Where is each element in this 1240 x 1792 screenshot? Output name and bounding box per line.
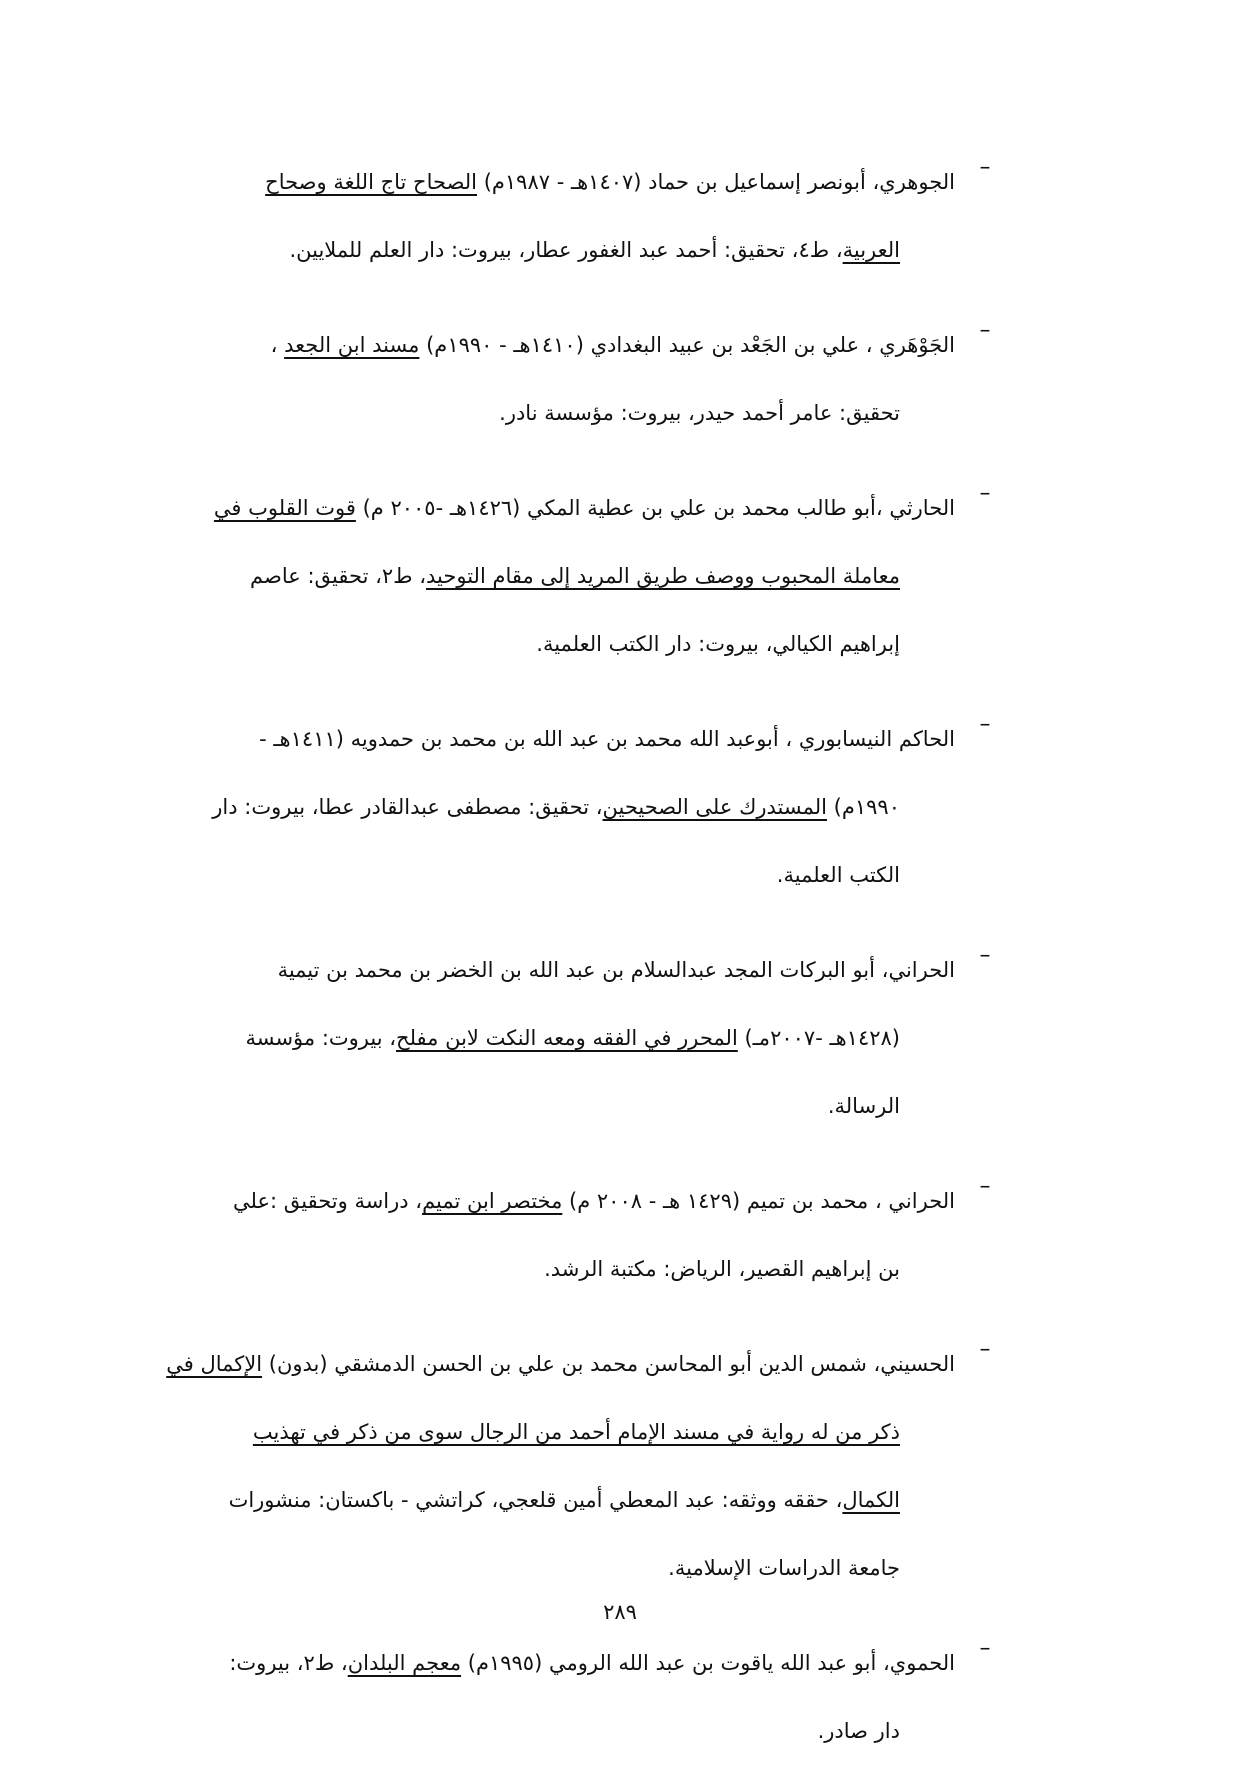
entry-text: جامعة الدراسات الإسلامية. — [668, 1556, 900, 1580]
bibliography-entry — [148, 705, 1000, 909]
entry-text: ١٩٩٠م) — [827, 795, 900, 819]
book-title: العربية — [842, 238, 900, 262]
bibliography-entry — [148, 311, 1000, 447]
entry-text: الحراني ، محمد بن تميم (١٤٢٩ هـ - ٢٠٠٨ م) — [562, 1189, 955, 1213]
bibliography-entry — [148, 1330, 1000, 1602]
entry-line-1 — [148, 936, 955, 1004]
entry-line-2 — [148, 542, 900, 610]
entry-body — [148, 936, 955, 1140]
entry-text: ، ط٢، تحقيق: عاصم — [250, 564, 427, 588]
entry-line-1 — [148, 474, 955, 542]
entry-line-1 — [148, 705, 955, 773]
bibliography-entry — [148, 936, 1000, 1140]
bibliography-entry — [148, 1167, 1000, 1303]
entry-dash: – — [979, 155, 991, 180]
entry-text: ، ط٢، بيروت: — [229, 1651, 348, 1675]
entry-text: الحراني، أبو البركات المجد عبدالسلام بن عبد الله بن الخضر بن محمد بن تيمية — [277, 958, 955, 982]
entry-line-2 — [148, 1235, 900, 1303]
entry-line-1 — [148, 148, 955, 216]
entry-line-2 — [148, 773, 900, 841]
entry-line-3 — [148, 1072, 900, 1140]
entry-line-1 — [148, 1330, 955, 1398]
entry-dash: – — [979, 1636, 991, 1661]
entry-body — [148, 705, 955, 909]
entry-text: (١٤٢٨هـ -٢٠٠٧مـ) — [737, 1026, 900, 1050]
bibliography-entry — [148, 474, 1000, 678]
entry-dash: – — [979, 1337, 991, 1362]
entry-line-2 — [148, 216, 900, 284]
entry-text: ، بيروت: مؤسسة — [245, 1026, 397, 1050]
entry-dash: – — [979, 481, 991, 506]
book-title: الإكمال في — [166, 1352, 263, 1376]
book-title: مسند ابن الجعد — [284, 333, 420, 357]
entry-text: بن إبراهيم القصير، الرياض: مكتبة الرشد. — [544, 1257, 900, 1281]
entry-dash: – — [979, 943, 991, 968]
entry-body — [148, 148, 955, 284]
entry-dash: – — [979, 712, 991, 737]
book-title: المستدرك على الصحيحين — [602, 795, 827, 819]
entry-text: ، تحقيق: مصطفى عبدالقادر عطا، بيروت: دار — [212, 795, 603, 819]
entry-text: الكتب العلمية. — [776, 863, 900, 887]
entry-text: الحموي، أبو عبد الله ياقوت بن عبد الله الرومي (١٩٩٥م) — [461, 1651, 955, 1675]
book-title: الصحاح تاج اللغة وصحاح — [265, 170, 478, 194]
entry-line-3 — [148, 610, 900, 678]
entry-text: الحسيني، شمس الدين أبو المحاسن محمد بن علي بن الحسن الدمشقي (بدون) — [262, 1352, 955, 1376]
book-title: الكمال — [842, 1488, 900, 1512]
entry-line-1 — [148, 1167, 955, 1235]
entry-text: الجوهري، أبونصر إسماعيل بن حماد (١٤٠٧هـ - ١٩٨٧م) — [477, 170, 955, 194]
entry-line-2 — [148, 379, 900, 447]
book-title: معاملة المحبوب ووصف طريق المريد إلى مقام التوحيد — [426, 564, 900, 588]
bibliography-entry — [148, 1629, 1000, 1765]
entry-line-3 — [148, 841, 900, 909]
entry-body — [148, 1629, 955, 1765]
entry-text: الحارثي ،أبو طالب محمد بن علي بن عطية المكي (١٤٢٦هـ -٢٠٠٥ م) — [355, 496, 955, 520]
entry-text: الجَوْهَري ، علي بن الجَعْد بن عبيد البغدادي (١٤١٠هـ - ١٩٩٠م) — [419, 333, 955, 357]
book-title: قوت القلوب في — [213, 496, 356, 520]
entry-text: الرسالة. — [827, 1094, 900, 1118]
book-title: معجم البلدان — [347, 1651, 462, 1675]
entry-line-2 — [148, 1398, 900, 1466]
entry-text: الحاكم النيسابوري ، أبوعبد الله محمد بن عبد الله بن محمد بن حمدويه (١٤١١هـ - — [259, 727, 955, 751]
page-number: ٢٨٩ — [603, 1600, 637, 1624]
entry-text: ، ط٤، تحقيق: أحمد عبد الغفور عطار، بيروت: دار العلم للملايين. — [289, 238, 843, 262]
bibliography-entry — [148, 148, 1000, 284]
entry-line-2 — [148, 1697, 900, 1765]
entry-line-2 — [148, 1004, 900, 1072]
entry-text: إبراهيم الكيالي، بيروت: دار الكتب العلمية. — [536, 632, 900, 656]
entry-dash: – — [979, 1174, 991, 1199]
bibliography-list — [148, 148, 1000, 1792]
book-title: مختصر ابن تميم — [422, 1189, 563, 1213]
entry-line-1 — [148, 1629, 955, 1697]
book-title: ذكر من له رواية في مسند الإمام أحمد من الرجال سوى من ذكر في تهذيب — [252, 1420, 900, 1444]
entry-body — [148, 474, 955, 678]
entry-text: ، حققه ووثقه: عبد المعطي أمين قلعجي، كراتشي - باكستان: منشورات — [228, 1488, 843, 1512]
entry-line-4 — [148, 1534, 900, 1602]
book-title: المحرر في الفقه ومعه النكت لابن مفلح — [396, 1026, 738, 1050]
entry-text: ، دراسة وتحقيق :علي — [233, 1189, 423, 1213]
entry-body — [148, 1330, 955, 1602]
entry-text: دار صادر. — [817, 1719, 900, 1743]
entry-body — [148, 311, 955, 447]
entry-line-3 — [148, 1466, 900, 1534]
entry-dash: – — [979, 318, 991, 343]
entry-body — [148, 1167, 955, 1303]
entry-text: ، — [270, 333, 285, 357]
entry-text: تحقيق: عامر أحمد حيدر، بيروت: مؤسسة نادر. — [499, 401, 900, 425]
entry-line-1 — [148, 311, 955, 379]
